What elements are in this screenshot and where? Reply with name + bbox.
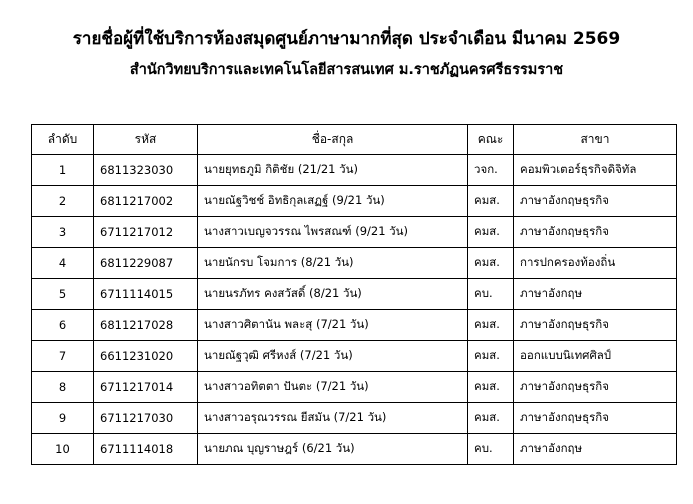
table-row [32, 217, 677, 248]
cell-major: ภาษาอังกฤษธุรกิจ [514, 186, 677, 217]
cell-student-id: 6811229087 [94, 248, 198, 279]
header-order: ลำดับ [32, 125, 94, 155]
cell-full-name: นางสาวอทิตตา ปันตะ (7/21 วัน) [198, 372, 468, 403]
cell-full-name: นายณัฐวุฒิ ศรีหงส์ (7/21 วัน) [198, 341, 468, 372]
document-title: รายชื่อผู้ที่ใช้บริการห้องสมุดศูนย์ภาษามากที่สุด ประจำเดือน มีนาคม 2569 [72, 29, 621, 49]
cell-faculty: คมส. [468, 403, 514, 434]
cell-student-id: 6811217002 [94, 186, 198, 217]
header-major: สาขา [514, 125, 677, 155]
document-subtitle: สำนักวิทยบริการและเทคโนโลยีสารสนเทศ ม.ราชภัฏนครศรีธรรมราช [129, 62, 564, 78]
cell-major: คอมพิวเตอร์ธุรกิจดิจิทัล [514, 155, 677, 186]
cell-major: ภาษาอังกฤษธุรกิจ [514, 217, 677, 248]
cell-full-name: นางสาวอรุณวรรณ ยีสมัน (7/21 วัน) [198, 403, 468, 434]
cell-student-id: 6711217030 [94, 403, 198, 434]
cell-order: 8 [32, 372, 94, 403]
cell-student-id: 6711217012 [94, 217, 198, 248]
cell-full-name: นายนักรบ โจมการ (8/21 วัน) [198, 248, 468, 279]
cell-full-name: นายยุทธภูมิ กิติชัย (21/21 วัน) [198, 155, 468, 186]
cell-full-name: นางสาวเบญจวรรณ ไพรสณฑ์ (9/21 วัน) [198, 217, 468, 248]
cell-order: 4 [32, 248, 94, 279]
table-row [32, 310, 677, 341]
cell-full-name: นายนรภัทร คงสวัสดิ์ (8/21 วัน) [198, 279, 468, 310]
cell-full-name: นายณัฐวิชช์ อิทธิกุลเสฏฐ์ (9/21 วัน) [198, 186, 468, 217]
cell-faculty: คมส. [468, 217, 514, 248]
table-row [32, 434, 677, 465]
cell-major: ออกแบบนิเทศศิลป์ [514, 341, 677, 372]
cell-faculty: คมส. [468, 372, 514, 403]
table-row [32, 155, 677, 186]
cell-order: 2 [32, 186, 94, 217]
cell-major: ภาษาอังกฤษ [514, 279, 677, 310]
cell-student-id: 6711217014 [94, 372, 198, 403]
cell-faculty: คบ. [468, 279, 514, 310]
header-faculty: คณะ [468, 125, 514, 155]
cell-faculty: คมส. [468, 186, 514, 217]
cell-major: ภาษาอังกฤษธุรกิจ [514, 310, 677, 341]
header-student-id: รหัส [94, 125, 198, 155]
cell-full-name: นางสาวศิตานัน พละสุ (7/21 วัน) [198, 310, 468, 341]
cell-major: ภาษาอังกฤษ [514, 434, 677, 465]
cell-faculty: คบ. [468, 434, 514, 465]
cell-student-id: 6711114018 [94, 434, 198, 465]
cell-order: 5 [32, 279, 94, 310]
cell-order: 1 [32, 155, 94, 186]
cell-student-id: 6711114015 [94, 279, 198, 310]
cell-major: ภาษาอังกฤษธุรกิจ [514, 372, 677, 403]
header-full-name: ชื่อ-สกุล [198, 125, 468, 155]
table-row [32, 248, 677, 279]
cell-faculty: วจก. [468, 155, 514, 186]
cell-order: 6 [32, 310, 94, 341]
table-row [32, 372, 677, 403]
cell-order: 10 [32, 434, 94, 465]
table-row [32, 279, 677, 310]
table-row [32, 403, 677, 434]
cell-major: การปกครองท้องถิ่น [514, 248, 677, 279]
table-row [32, 186, 677, 217]
cell-order: 7 [32, 341, 94, 372]
cell-student-id: 6811217028 [94, 310, 198, 341]
cell-faculty: คมส. [468, 248, 514, 279]
cell-student-id: 6811323030 [94, 155, 198, 186]
cell-faculty: คมส. [468, 310, 514, 341]
cell-faculty: คมส. [468, 341, 514, 372]
cell-full-name: นายภณ บุญราษฎร์ (6/21 วัน) [198, 434, 468, 465]
table-header-row [32, 125, 677, 155]
table-row [32, 341, 677, 372]
cell-major: ภาษาอังกฤษธุรกิจ [514, 403, 677, 434]
cell-student-id: 6611231020 [94, 341, 198, 372]
cell-order: 3 [32, 217, 94, 248]
cell-order: 9 [32, 403, 94, 434]
top-users-table [31, 124, 677, 465]
